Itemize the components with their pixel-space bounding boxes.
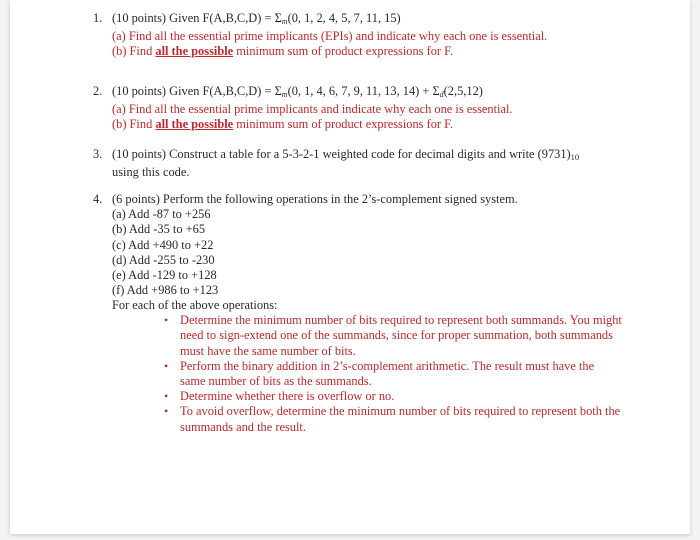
bullet-icon: •	[164, 389, 169, 404]
for-each-label: For each of the above operations:	[112, 298, 278, 312]
question-4	[93, 192, 633, 298]
question-1-statement	[112, 11, 633, 29]
minterm-list: (0, 1, 4, 6, 7, 9, 11, 13, 14) +	[287, 84, 433, 98]
question-3-text: (10 points) Construct a table for a 5-3-2-1 weighted code for decimal digits and write (9731)	[112, 147, 571, 161]
part-b-prefix: (b) Find	[112, 117, 156, 132]
question-2	[93, 84, 633, 133]
bullet-icon: •	[164, 313, 169, 328]
question-number: 3.	[93, 147, 103, 161]
sigma-subscript: m	[281, 90, 288, 99]
question-3-line-1	[112, 147, 633, 165]
question-2-statement	[112, 84, 633, 102]
sigma-symbol: Σ	[432, 84, 440, 98]
question-number: 2.	[93, 84, 103, 98]
instruction-text: To avoid overflow, determine the minimum number of bits required to represent both the summands and the result.	[180, 404, 621, 434]
emphasis-underlined: all the possible	[155, 117, 234, 132]
minterm-list: (0, 1, 2, 4, 5, 7, 11, 15)	[287, 11, 401, 25]
dontcare-list: (2,5,12)	[443, 84, 483, 98]
question-4-instructions	[112, 298, 652, 435]
question-3-line-2: using this code.	[112, 165, 190, 180]
operation-item: (b) Add -35 to +65	[112, 222, 206, 237]
base-subscript: 10	[570, 152, 580, 162]
instruction-item	[162, 359, 622, 389]
sigma-subscript: d	[439, 90, 444, 99]
operation-item: (d) Add -255 to -230	[112, 252, 215, 267]
instruction-text: Determine the minimum number of bits required to represent both summands. You might need to sign-extend one of the summands, since for proper summation, both summands must have the same number of bits.	[180, 313, 622, 358]
instruction-text: Determine whether there is overflow or no.	[180, 389, 395, 404]
sigma-symbol: Σ	[274, 11, 282, 25]
bullet-icon: •	[164, 404, 169, 419]
question-4-intro: (6 points) Perform the following operations in the 2’s-complement signed system.	[112, 192, 518, 206]
part-b-suffix: minimum sum of product expressions for F.	[233, 44, 454, 59]
sigma-subscript: m	[281, 17, 288, 26]
part-b-suffix: minimum sum of product expressions for F.	[233, 117, 454, 132]
instruction-text: Perform the binary addition in 2’s-complement arithmetic. The result must have the same number of bits as the summands.	[180, 358, 595, 389]
part-b-prefix: (b) Find	[112, 44, 156, 59]
question-1-part-a: (a) Find all the essential prime implicants (EPIs) and indicate why each one is essential.	[112, 29, 548, 44]
question-number: 4.	[93, 192, 103, 206]
operation-item: (f) Add +986 to +123	[112, 283, 219, 298]
question-intro: (10 points) Given F(A,B,C,D) =	[112, 11, 275, 25]
instruction-item	[162, 389, 622, 404]
question-intro: (10 points) Given F(A,B,C,D) =	[112, 84, 275, 98]
operation-item: (e) Add -129 to +128	[112, 268, 217, 283]
instruction-item	[162, 404, 622, 434]
question-2-part-a: (a) Find all the essential prime implicants and indicate why each one is essential.	[112, 102, 513, 117]
question-1-part-b	[112, 44, 633, 59]
emphasis-underlined: all the possible	[155, 44, 234, 59]
instruction-item	[162, 313, 622, 359]
question-1	[93, 11, 633, 60]
operation-item: (a) Add -87 to +256	[112, 207, 211, 222]
question-3	[93, 147, 633, 180]
question-number: 1.	[93, 11, 103, 25]
bullet-icon: •	[164, 358, 169, 373]
question-2-part-b	[112, 117, 633, 132]
sigma-symbol: Σ	[274, 84, 282, 98]
operation-item: (c) Add +490 to +22	[112, 237, 214, 252]
instruction-list	[162, 313, 622, 435]
